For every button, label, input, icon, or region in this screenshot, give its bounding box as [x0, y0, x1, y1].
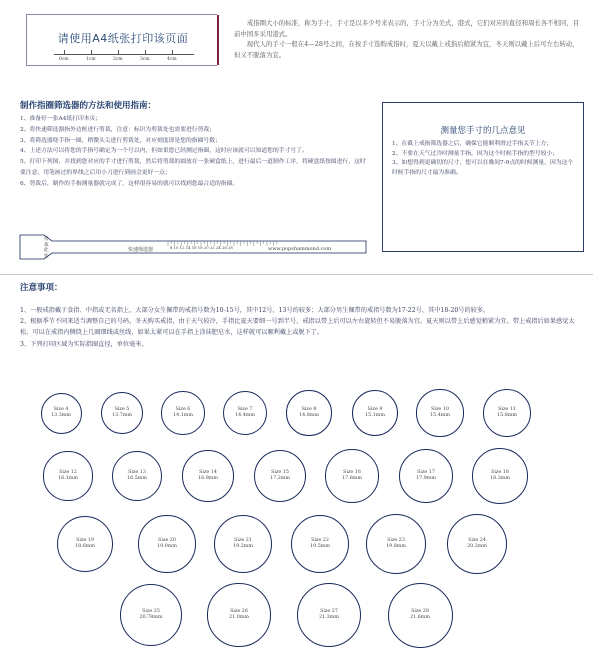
ring-circle [291, 515, 350, 574]
ring-size-label: Size 15 [271, 469, 289, 475]
ring-circle [447, 514, 508, 575]
ring-diameter-label: 13.7mm [112, 412, 132, 418]
ring-size-label: Size 12 [59, 469, 77, 475]
ring-diameter-label: 18.6mm [75, 543, 95, 549]
ring-diameter-label: 16.9mm [198, 475, 218, 481]
tip-item: 1、在截上戒指筛选器之后，确保它能顺利滑过手指关节上方； [392, 141, 553, 147]
method-title: 制作指圈筛选器的方法和使用指南： [20, 101, 157, 111]
ring-size-label: Size 17 [417, 469, 435, 475]
ruler-label: 3cm [140, 57, 150, 62]
ruler-tick [64, 50, 65, 54]
intro-line: 现代人的手寸一般在4—28号之间，在按手寸选购戒指时，夏天以戴上戒指后稍紧为宜，冬天则以戴上后可左右转动，但又不脱落为宜。 [234, 40, 579, 59]
ring-circle [101, 392, 143, 434]
ring-size-label: Size 28 [411, 608, 429, 614]
method-step: 2、将快速筛选器指外边框进行剪裁，注意：标识为剪裁处也需要进行剪裁； [20, 126, 215, 133]
ring-diameter-label: 14.8mm [299, 412, 319, 418]
ring-circle [366, 514, 426, 574]
intro-line: 戒指圈大小的标准，称为手寸，手寸是以多少号来表示的，手寸分为美式，港式，它们对应的直径和周长各不相同，目前中国多采用港式。 [234, 19, 580, 38]
ring-circle [120, 584, 183, 647]
notes-list [20, 305, 586, 350]
method-step: 5、打印下列图，并找到您对应的手寸进行剪裁，然后将剪裁的圆放在一张硬盒纸上，进行最后一道制作工序，将硬盒纸按圆进行，这时要注意，用笔画过的界线之后用小刀进行到画会更好一点； [20, 159, 366, 176]
ring-size-label: Size 24 [468, 537, 486, 543]
ring-size-label: Size 6 [175, 406, 191, 412]
ring-diameter-label: 18.3mm [490, 475, 510, 481]
ring-diameter-label: 21.6mm [410, 615, 430, 620]
method-step: 1、准备好一张A4纸打印本页； [20, 116, 102, 122]
ring-diameter-label: 15.4mm [430, 412, 450, 418]
ring-circle [57, 516, 113, 572]
ring-diameter-label: 17.2mm [270, 475, 290, 481]
ring-diameter-label: 20.78mm [139, 614, 163, 620]
ring-diameter-label: 16.5mm [127, 475, 147, 481]
ruler-label: 2cm [113, 57, 123, 62]
print-instruction-title: 请使用A4纸张打印该页面 [57, 32, 189, 45]
section-divider [0, 274, 593, 275]
ring-size-label: Size 19 [76, 537, 94, 543]
tips-title: 测量您手寸的几点意见 [440, 126, 526, 136]
ring-size-label: Size 8 [301, 406, 317, 412]
ring-size-label: Size 18 [491, 469, 509, 475]
ring-size-label: Size 21 [234, 537, 252, 543]
ring-diameter-label: 16.1mm [58, 475, 78, 481]
note-item: 3、下列打印区域为实际指圈直径，单位毫米。 [20, 340, 148, 348]
ring-size-label: Size 5 [114, 406, 130, 412]
ring-size-label: Size 13 [128, 469, 146, 475]
ruler-tick [91, 50, 92, 54]
ring-size-label: Size 10 [431, 406, 449, 412]
header-accent-bar [217, 15, 219, 65]
ruler-label: 1cm [86, 57, 96, 62]
ring-size-label: Size 20 [158, 537, 176, 543]
ring-size-label: Size 26 [230, 608, 248, 614]
ring-circle [223, 391, 267, 435]
ring-circle [161, 391, 204, 434]
ring-circle [472, 448, 527, 503]
note-item: 1、一般戒指戴于食指、中指或无名指上，大部分女生佩带的戒指号数为10-15号，其中12号、13号的较多；大部分男生佩带的戒指号数为17-22号，其中18-20号的较多。 [20, 307, 490, 314]
method-step: 6、剪裁后，制作的手指测量器就完成了，这样很容易的就可以找到您最合适的指圈。 [20, 180, 239, 187]
ruler-label: 0cm [59, 57, 69, 62]
ring-diameter-label: 14.4mm [235, 412, 255, 418]
ring-size-label: Size 27 [320, 608, 338, 614]
ring-circle [286, 390, 331, 435]
ring-circle [43, 451, 92, 500]
ring-size-label: Size 22 [311, 537, 329, 543]
tip-item: 2、不要在天气过冷时测量手指，因为这个时候手指的型号较小； [392, 150, 559, 157]
method-step: 4、上述方法可以将您的手指号确定为一个号以内，但如果您已经测过指圈，这时应该就可以知道您的手寸号了。 [20, 148, 308, 155]
ring-circle [41, 393, 82, 434]
ring-diameter-label: 14.1mm [173, 412, 193, 418]
ring-size-label: Size 9 [367, 406, 383, 412]
ring-diameter-label: 21.3mm [319, 614, 339, 620]
ring-circle [416, 389, 463, 436]
ring-size-label: Size 25 [142, 608, 160, 614]
quick-sizer-label: 快速筛选器 [128, 247, 154, 253]
ring-size-label: Size 23 [387, 537, 405, 543]
ruler-line [54, 54, 194, 55]
ruler-tick [145, 50, 146, 54]
ring-circle [483, 389, 531, 437]
ring-size-label: Size 4 [53, 406, 69, 412]
ring-circle [112, 451, 162, 501]
ring-diameter-label: 17.6mm [342, 475, 362, 481]
ring-size-label: Size 16 [343, 469, 361, 475]
ring-diameter-label: 15.8mm [497, 412, 517, 418]
ring-size-label: Size 7 [237, 406, 253, 412]
ring-diameter-label: 19.2mm [233, 543, 253, 549]
site-url: www.popshammond.com [268, 246, 332, 252]
sizer-scale-numbers: 8 10 12 14 16 18 20 22 24 26 28 [170, 245, 233, 250]
ruler-label: 4cm [167, 57, 177, 62]
ring-circle [352, 390, 398, 436]
ruler-tick [118, 50, 119, 54]
note-item: 2、根据季节不同来适当调整自己的号码，冬天购买戒指，由于天气较冷，手指比夏天要细一号到半号，戒指以带上后可以左右旋转但不易脱落为宜。夏天则以带上后感觉稍紧为宜。带上戒指后如果感觉太松，可以在戒指内侧绕上几圈细线或丝线，如果太紧可以在手指上涂抹肥皂水，这样就可以顺利戴上或脱下了。 [20, 318, 575, 337]
ring-diameter-label: 19.8mm [386, 543, 406, 549]
ring-diameter-label: 17.9mm [416, 475, 436, 481]
ring-diameter-label: 21.0mm [229, 614, 249, 620]
ring-diameter-label: 20.2mm [467, 543, 487, 549]
ring-circle [207, 583, 270, 646]
ring-diameter-label: 13.3mm [51, 413, 71, 418]
ring-circle [214, 515, 272, 573]
ring-diameter-label: 19.0mm [157, 543, 177, 549]
notes-title: 注意事项： [20, 283, 63, 293]
ring-diameter-label: 19.5mm [310, 543, 330, 549]
method-steps [20, 114, 370, 190]
ring-circle [138, 515, 195, 572]
intro-text [234, 18, 584, 60]
ring-circle [297, 583, 361, 647]
ring-circle [325, 449, 378, 502]
tips-list [392, 140, 575, 178]
ring-circle [254, 450, 306, 502]
ruler-tick [172, 50, 173, 54]
ring-circle [388, 583, 453, 648]
ring-size-label: Size 11 [498, 406, 516, 412]
method-step: 3、将筛选器绕手指一圈，稍微头尖进行剪裁处，对应刻度即是您的指圈号数； [20, 137, 221, 144]
tip-item: 3、如想得到更确切的尺寸，您可以在晚间7-9点的时候测量，因为这个时候手指的尺寸最为准确。 [392, 160, 574, 176]
ring-size-label: Size 14 [199, 469, 217, 475]
ring-diameter-label: 15.1mm [365, 412, 385, 418]
ring-circle [182, 450, 233, 501]
ring-circle [399, 449, 453, 503]
cut-here-label: 剪 裁 此 处 [44, 237, 49, 259]
